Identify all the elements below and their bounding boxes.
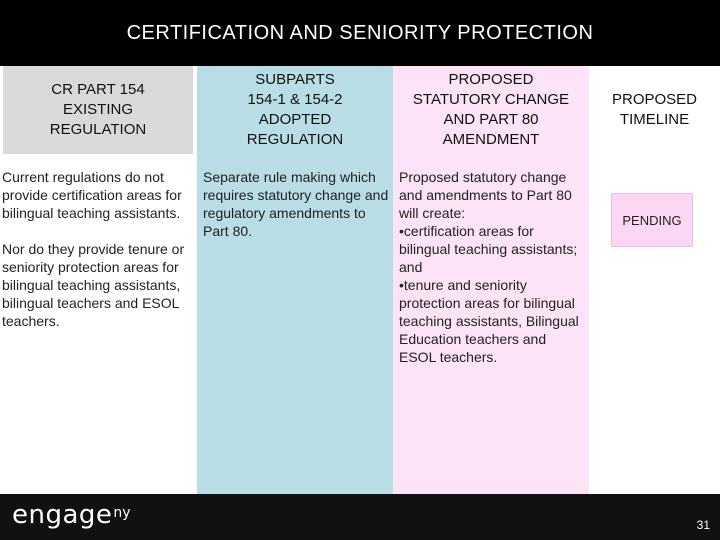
column-body: Current regulations do not provide certification areas for bilingual teaching assistants. Nor do they provide tenure or seniority protection areas for bilingual teaching assistants, bilingual teachers and ESOL teachers. <box>2 169 185 329</box>
title-bar <box>0 0 720 66</box>
column-header <box>3 66 193 154</box>
column-header-label: PROPOSED TIMELINE <box>611 91 698 128</box>
column-existing-regulation <box>0 66 197 494</box>
page-title: CERTIFICATION AND SENIORITY PROTECTION <box>126 21 594 44</box>
column-header <box>197 66 393 154</box>
column-header-label: SUBPARTS 154-1 & 154-2 ADOPTED REGULATION <box>246 71 344 148</box>
column-proposed-change <box>393 66 589 494</box>
footer-bar <box>0 494 720 540</box>
page-number: 31 <box>696 518 710 532</box>
column-header <box>393 66 589 154</box>
column-header-label: CR PART 154 EXISTING REGULATION <box>49 81 147 138</box>
status-badge-label: PENDING <box>622 212 682 228</box>
column-body: Proposed statutory change and amendments to Part 80 will create: •certification areas for bilingual teaching assistants; and •tenure and seniority protection areas for bilingual teaching assistants, Bilingual Education teachers and ESOL teachers. <box>399 169 579 365</box>
engage-ny-logo <box>12 500 131 530</box>
status-badge <box>611 193 693 247</box>
logo-superscript: ny <box>113 504 131 521</box>
column-header-label: PROPOSED STATUTORY CHANGE AND PART 80 AMENDMENT <box>412 71 570 148</box>
column-proposed-timeline <box>589 66 720 494</box>
column-header <box>589 66 720 154</box>
column-adopted-regulation <box>197 66 393 494</box>
column-body: Separate rule making which requires statutory change and regulatory amendments to Part 80. <box>203 169 389 239</box>
logo-text: engage <box>12 500 113 530</box>
